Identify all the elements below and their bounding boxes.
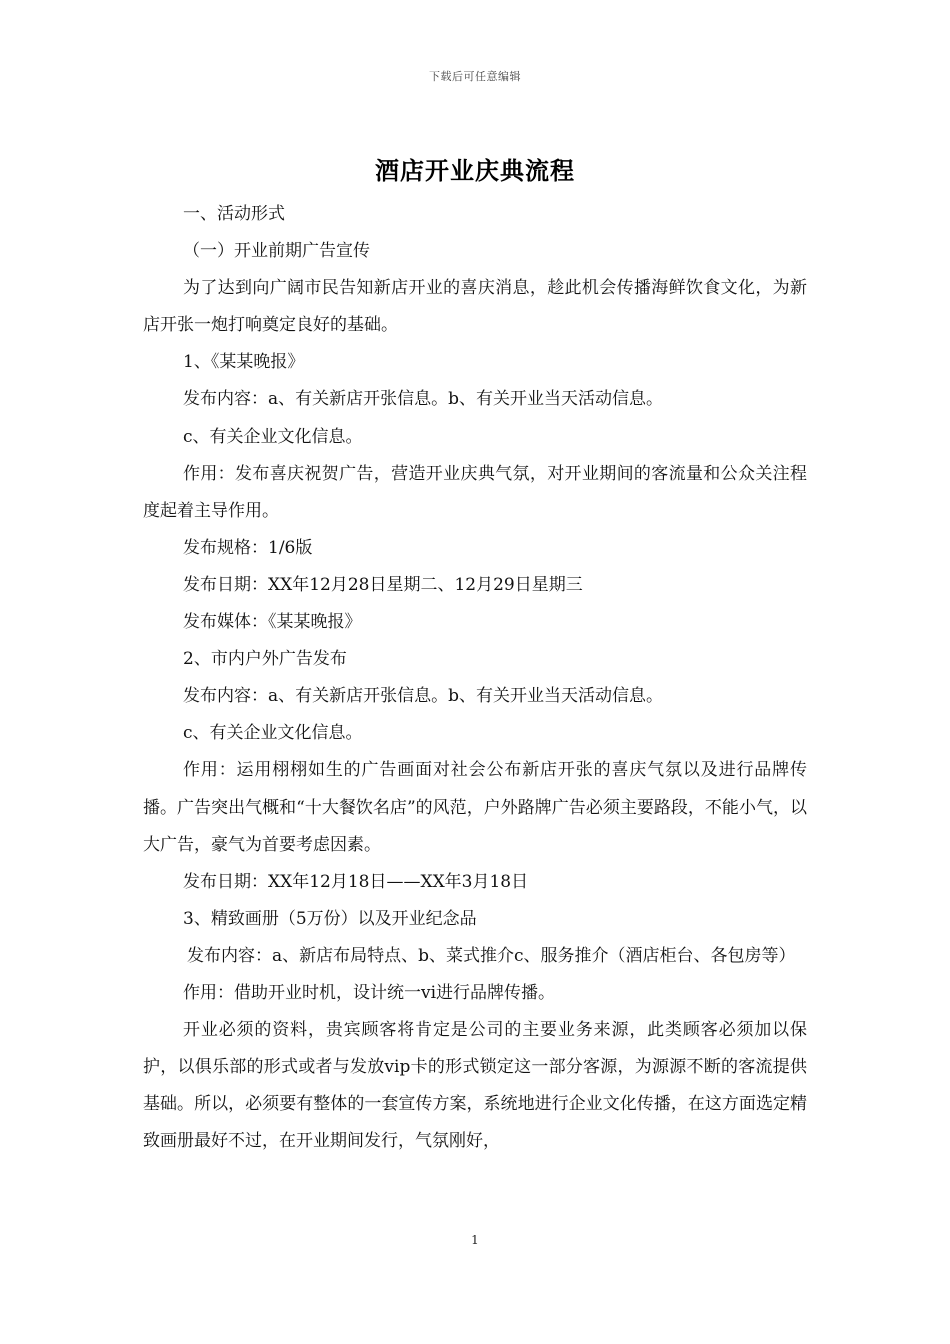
paragraph: 发布日期：XX年12月28日星期二、12月29日星期三	[183, 574, 583, 595]
item-heading: 2、市内户外广告发布	[183, 649, 347, 670]
paragraph: 为了达到向广阔市民告知新店开业的喜庆消息，趁此机会传播海鲜饮食文化，为新店开张一炮打响奠定良好的基础。	[143, 278, 807, 336]
paragraph: 发布内容：a、有关新店开张信息。b、有关开业当天活动信息。	[183, 686, 664, 707]
document-body	[143, 196, 807, 1160]
paragraph: 发布内容：a、新店布局特点、b、菜式推介c、服务推介（酒店柜台、各包房等）	[187, 945, 796, 966]
paragraph: 发布内容：a、有关新店开张信息。b、有关开业当天活动信息。	[183, 389, 664, 410]
item-heading: 1、《某某晚报》	[183, 352, 305, 373]
item-heading: 3、精致画册（5万份）以及开业纪念品	[183, 908, 477, 929]
document-title: 酒店开业庆典流程	[375, 156, 575, 185]
section-heading: 一、活动形式	[183, 204, 285, 224]
page-number: 1	[471, 1233, 479, 1247]
paragraph: 发布规格：1/6版	[183, 537, 313, 558]
paragraph: c、有关企业文化信息。	[183, 723, 363, 744]
paragraph: c、有关企业文化信息。	[183, 426, 363, 447]
paragraph: 发布媒体：《某某晚报》	[183, 612, 362, 633]
subsection-heading: （一）开业前期广告宣传	[183, 241, 370, 262]
paragraph: 发布日期：XX年12月18日——XX年3月18日	[183, 871, 529, 892]
paragraph: 作用：借助开业时机，设计统一vi进行品牌传播。	[183, 982, 556, 1003]
paragraph: 开业必须的资料，贵宾顾客将肯定是公司的主要业务来源，此类顾客必须加以保护，以俱乐部的形式或者与发放vip卡的形式锁定这一部分客源，为源源不断的客流提供基础。所以，必须要有整体的一套宣传方案，系统地进行企业文化传播，在这方面选定精致画册最好不过，在开业期间发行，气氛刚好，	[143, 1020, 807, 1152]
page-header: 下载后可任意编辑	[429, 70, 521, 83]
paragraph: 作用：发布喜庆祝贺广告，营造开业庆典气氛，对开业期间的客流量和公众关注程度起着主导作用。	[143, 463, 807, 521]
paragraph: 作用：运用栩栩如生的广告画面对社会公布新店开张的喜庆气氛以及进行品牌传播。广告突出气概和“十大餐饮名店”的风范，户外路牌广告必须主要路段，不能小气，以大广告，豪气为首要考虑因素。	[143, 760, 807, 855]
